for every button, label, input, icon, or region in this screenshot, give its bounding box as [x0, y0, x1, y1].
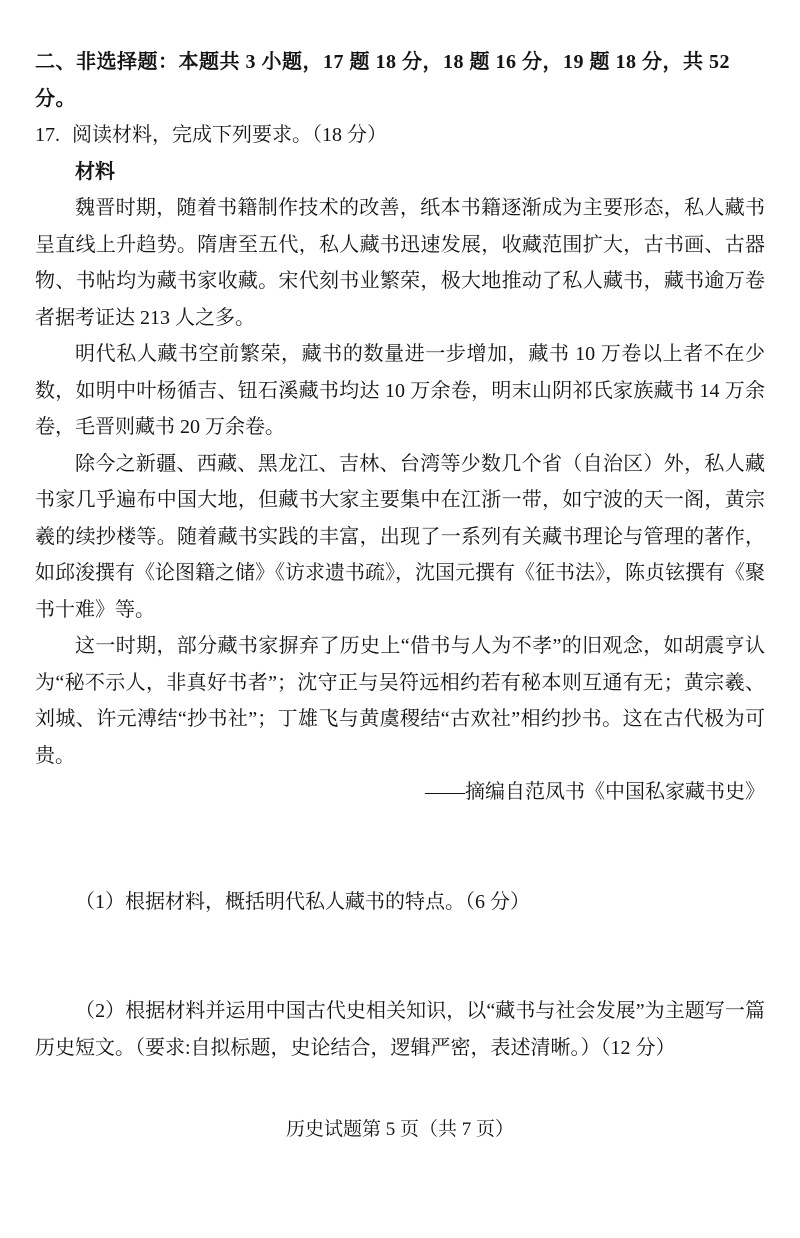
material-paragraph: 明代私人藏书空前繁荣，藏书的数量进一步增加，藏书 10 万卷以上者不在少数，如明中叶杨循吉、钮石溪藏书均达 10 万余卷，明末山阴祁氏家族藏书 14 万余卷，毛晋则藏书 20 万余卷。: [35, 343, 765, 438]
section-header: 二、非选择题：本题共 3 小题，17 题 18 分，18 题 16 分，19 题 18 分，共 52 分。: [35, 51, 730, 110]
source-attribution: ——摘编自范凤书《中国私家藏书史》: [425, 781, 765, 803]
question-17-intro: 阅读材料，完成下列要求。（18 分）: [72, 124, 387, 146]
sub-question-1: （1）根据材料，概括明代私人藏书的特点。（6 分）: [75, 890, 530, 913]
material-paragraph: 魏晋时期，随着书籍制作技术的改善，纸本书籍逐渐成为主要形态，私人藏书呈直线上升趋势。隋唐至五代，私人藏书迅速发展，收藏范围扩大，古书画、古器物、书帖均为藏书家收藏。宋代刻书业繁荣，极大地推动了私人藏书，藏书逾万卷者据考证达 213 人之多。: [35, 197, 765, 329]
material-paragraph: 除今之新疆、西藏、黑龙江、吉林、台湾等少数几个省（自治区）外，私人藏书家几乎遍布中国大地，但藏书大家主要集中在江浙一带，如宁波的天一阁，黄宗羲的续抄楼等。随着藏书实践的丰富，出现了一系列有关藏书理论与管理的著作，如邱浚撰有《论图籍之储》《访求遗书疏》，沈国元撰有《征书法》，陈贞铉撰有《聚书十难》等。: [35, 452, 765, 621]
sub-question-2: （2）根据材料并运用中国古代史相关知识，以“藏书与社会发展”为主题写一篇历史短文。（要求:自拟标题，史论结合，逻辑严密，表述清晰。）（12 分）: [35, 1000, 765, 1059]
question-17-number: 17.: [35, 124, 60, 146]
material-paragraph: 这一时期，部分藏书家摒弃了历史上“借书与人为不孝”的旧观念，如胡震亨认为“秘不示人，非真好书者”；沈守正与吴符远相约若有秘本则互通有无；黄宗羲、刘城、许元溥结“抄书社”；丁雄飞与黄虞稷结“古欢社”相约抄书。这在古代极为可贵。: [35, 635, 765, 767]
material-label: 材料: [75, 160, 115, 183]
page-footer: 历史试题第 5 页（共 7 页）: [285, 1119, 514, 1140]
question-17-line: [35, 117, 765, 154]
